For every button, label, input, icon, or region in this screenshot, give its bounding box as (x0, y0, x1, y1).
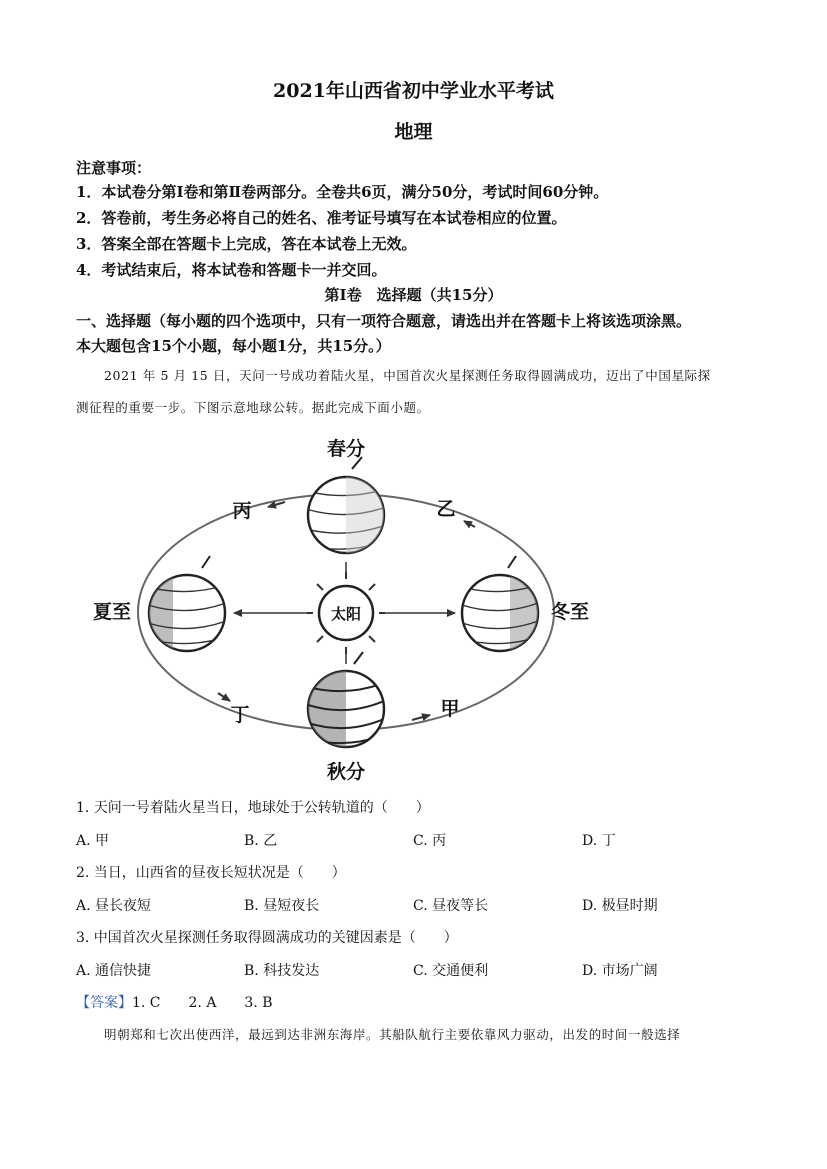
orbit-arrow (464, 521, 475, 527)
question-option[interactable]: A. 昼长夜短 (76, 898, 152, 914)
question-stem: 2. 当日，山西省的昼夜长短状况是（ ） (76, 865, 346, 881)
earth-summer-solstice (148, 556, 226, 653)
orbit-arrow (218, 693, 230, 701)
segment-label-jia: 甲 (440, 698, 460, 720)
passage-line: 明朝郑和七次出使西洋，最远到达非洲东海岸。其船队航行主要依靠风力驱动，出发的时间一般选择 (104, 1027, 681, 1042)
question-option[interactable]: D. 极昼时期 (582, 898, 658, 914)
earth-winter-solstice (462, 556, 540, 653)
sun-label: 太阳 (330, 605, 362, 623)
label-spring-equinox: 春分 (326, 438, 366, 460)
note-item: 4．考试结束后，将本试卷和答题卡一并交回。 (76, 261, 387, 279)
answer-text: 1. C 2. A 3. B (132, 995, 273, 1011)
segment-label-yi: 乙 (436, 498, 456, 520)
answer-line (76, 992, 273, 1012)
segment-label-ding: 丁 (230, 704, 250, 726)
question-stem: 1. 天问一号着陆火星当日，地球处于公转轨道的（ ） (76, 800, 430, 816)
orbit-arrow (412, 715, 430, 720)
question-option[interactable]: B. 乙 (244, 833, 278, 849)
note-item: 1．本试卷分第Ⅰ卷和第Ⅱ卷两部分。全卷共6页，满分50分，考试时间60分钟。 (76, 183, 609, 201)
question-option[interactable]: C. 丙 (413, 833, 447, 849)
note-item: 2．答卷前，考生务必将自己的姓名、准考证号填写在本试卷相应的位置。 (76, 209, 567, 227)
answer-tag: 【答案】 (76, 995, 132, 1011)
question-option[interactable]: A. 甲 (76, 833, 110, 849)
passage-line: 测征程的重要一步。下图示意地球公转。据此完成下面小题。 (76, 400, 430, 415)
earth-spring-equinox (306, 457, 386, 555)
label-autumn-equinox: 秋分 (326, 761, 366, 783)
section-heading: 第Ⅰ卷 选择题（共15分） (324, 286, 503, 304)
passage-line: 2021 年 5 月 15 日，天问一号成功着陆火星，中国首次火星探测任务取得圆满成功，迈出了中国星际探 (104, 368, 711, 383)
segment-label-bing: 丙 (232, 500, 252, 522)
question-option[interactable]: D. 市场广阔 (582, 963, 658, 979)
note-item: 3．答案全部在答题卡上完成，答在本试卷上无效。 (76, 235, 417, 253)
question-option[interactable]: B. 昼短夜长 (244, 898, 320, 914)
exam-subject: 地理 (394, 121, 433, 143)
question-option[interactable]: C. 昼夜等长 (413, 898, 489, 914)
earth-autumn-equinox (308, 652, 384, 751)
question-stem: 3. 中国首次火星探测任务取得圆满成功的关键因素是（ ） (76, 930, 458, 946)
earth-revolution-diagram (70, 425, 630, 785)
label-summer-solstice: 夏至 (92, 601, 132, 623)
section-instruction: 一、选择题（每小题的四个选项中，只有一项符合题意，请选出并在答题卡上将该选项涂黑。 (76, 312, 692, 330)
notes-heading: 注意事项： (76, 159, 152, 177)
question-option[interactable]: D. 丁 (582, 833, 616, 849)
section-instruction-cont: 本大题包含15个小题，每小题1分，共15分。） (76, 337, 391, 355)
question-option[interactable]: B. 科技发达 (244, 963, 320, 979)
exam-title: 2021年山西省初中学业水平考试 (273, 80, 554, 102)
question-option[interactable]: A. 通信快捷 (76, 963, 152, 979)
question-option[interactable]: C. 交通便利 (413, 963, 489, 979)
label-winter-solstice: 冬至 (550, 601, 590, 623)
